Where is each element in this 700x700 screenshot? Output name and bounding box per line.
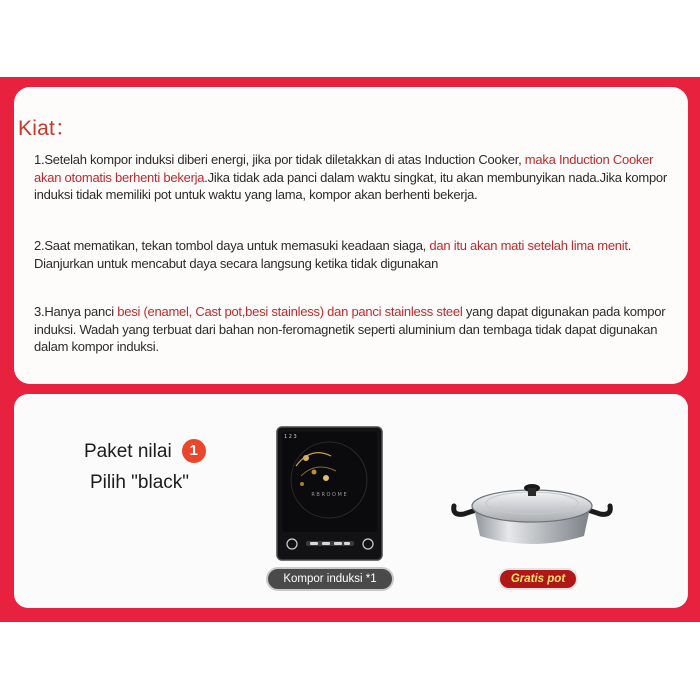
highlighted-text: dan itu akan mati setelah lima menit <box>429 238 628 253</box>
tip-paragraph-3 <box>34 303 674 356</box>
tip-text: .Jika tidak ada panci dalam waktu singkat, itu akan membunyikan nada.Jika kompor induksi tidak memiliki pot untuk waktu yang lama, kompor akan berhenti bekerja. <box>34 169 667 202</box>
highlighted-text: maka Induction Cooker akan otomatis berhenti bekerja <box>34 152 654 185</box>
tips-title: Kiat： <box>18 117 77 140</box>
tip-text: 3.Hanya panci <box>34 304 118 319</box>
package-choice: Pilih "black" <box>90 472 190 493</box>
package-info <box>84 439 206 494</box>
tip-paragraph-1 <box>34 151 674 204</box>
cooker-caption: Kompor induksi *1 <box>266 567 394 591</box>
tip-text: . Dianjurkan untuk mencabut daya secara langsung ketika tidak digunakan <box>34 238 632 271</box>
tip-text: yang dapat digunakan pada kompor induksi. Wadah yang terbuat dari bahan non-feromagnetik seperti aluminium dan tembaga tidak dapat digunakan dalam kompor induksi. <box>34 304 666 354</box>
induction-cooker-image <box>276 426 383 566</box>
cooking-pot-image <box>450 472 614 557</box>
tip-text: 1.Setelah kompor induksi diberi energi, jika por tidak diletakkan di atas Induction Cooker, <box>34 152 525 167</box>
cooker-brand-text: R B R O O M E <box>311 492 347 498</box>
svg-text:1 2 3: 1 2 3 <box>284 434 297 440</box>
tip-text: 2.Saat mematikan, tekan tombol daya untuk memasuki keadaan siaga, <box>34 238 430 253</box>
tip-paragraph-2 <box>34 237 674 272</box>
highlighted-text: besi (enamel, Cast pot,besi stainless) dan panci stainless steel <box>117 304 463 319</box>
package-number-badge: 1 <box>182 439 206 463</box>
free-pot-caption: Gratis pot <box>498 568 578 590</box>
package-label: Paket nilai <box>84 440 172 462</box>
